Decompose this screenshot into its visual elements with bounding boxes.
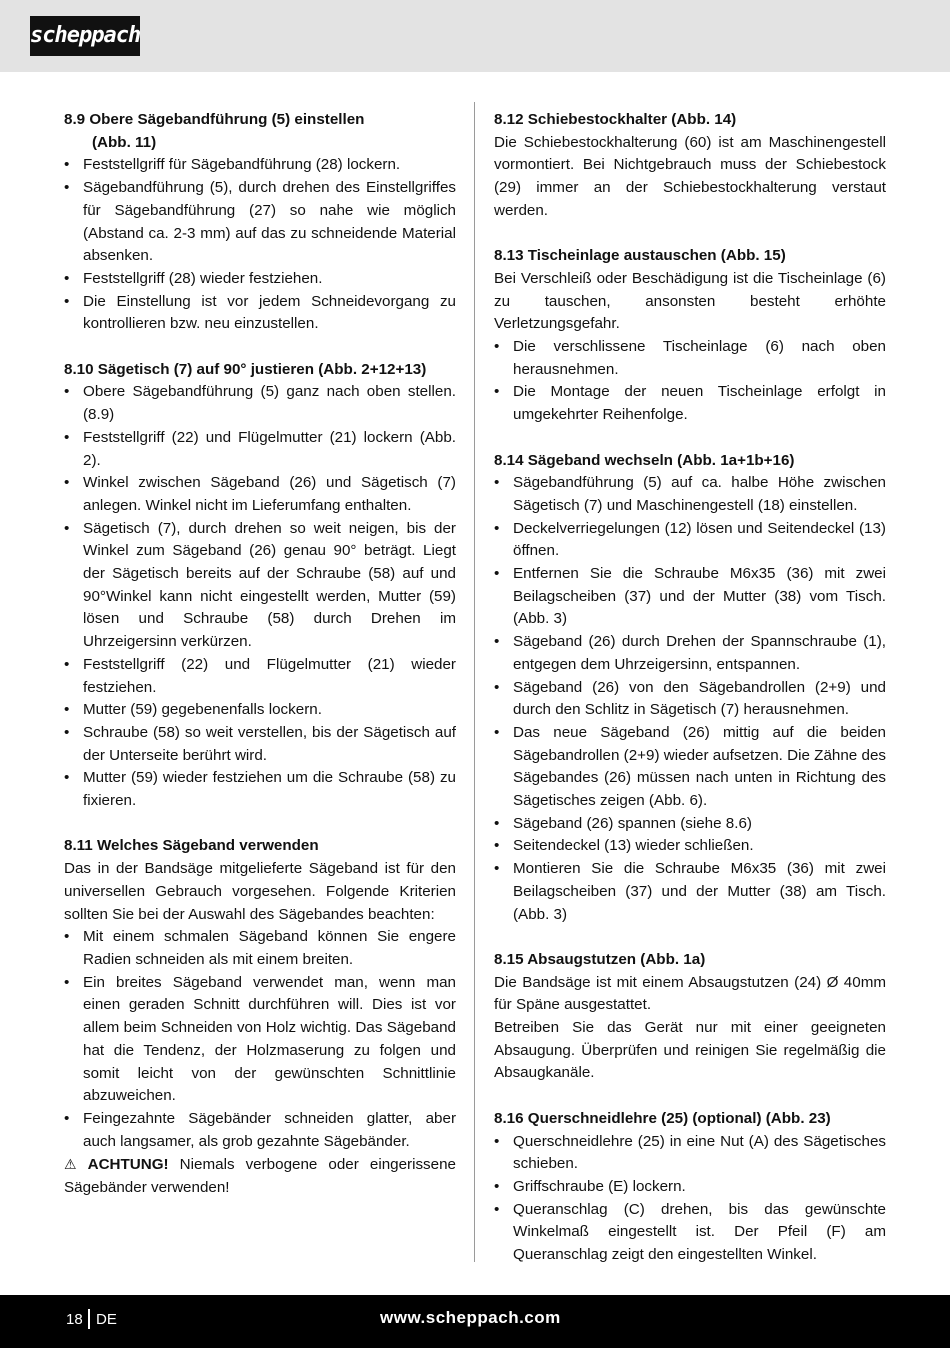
- list-item: • Schraube (58) so weit verstellen, bis der Sägetisch auf der Unterseite berührt wird.: [64, 722, 456, 767]
- warning-label: ACHTUNG!: [87, 1156, 169, 1174]
- list-item: • Sägebandführung (5) auf ca. halbe Höhe zwischen Sägetisch (7) und Maschinengestell (18) einstellen.: [494, 472, 886, 517]
- list-item: • Montieren Sie die Schraube M6x35 (36) mit zwei Beilagscheiben (37) und der Mutter (38) am Tisch. (Abb. 3): [494, 858, 886, 926]
- list-item: • Griffschraube (E) lockern.: [494, 1176, 886, 1199]
- list-item: • Queranschlag (C) drehen, bis das gewünschte Winkelmaß eingestellt ist. Der Pfeil (F) am Queranschlag zeigt den eingestellten Winkel.: [494, 1199, 886, 1267]
- list-item: • Sägetisch (7), durch drehen so weit neigen, bis der Winkel zum Sägeband (26) genau 90° beträgt. Liegt der Sägetisch bereits auf der Schraube (58) auf und 90°Winkel kann nicht eingestellt werden, Mutter (59) lösen und Schraube (58) durch Drehen im Uhrzeigersinn verkürzen.: [64, 518, 456, 654]
- bullet-list: [64, 154, 456, 336]
- page-footer: [0, 1295, 950, 1348]
- list-item: • Die Einstellung ist vor jedem Schneidevorgang zu kontrollieren bzw. neu einzustellen.: [64, 291, 456, 336]
- list-item: • Mit einem schmalen Sägeband können Sie engere Radien schneiden als mit einem breiten.: [64, 926, 456, 971]
- list-item: • Obere Sägebandführung (5) ganz nach oben stellen. (8.9): [64, 381, 456, 426]
- paragraph: Das in der Bandsäge mitgelieferte Sägeband ist für den universellen Gebrauch vorgesehen. Folgende Kriterien sollten Sie bei der Auswahl des Sägebandes beachten:: [64, 860, 456, 923]
- list-item: • Feststellgriff (22) und Flügelmutter (21) lockern (Abb. 2).: [64, 427, 456, 472]
- section-heading: 8.12 Schiebestockhalter (Abb. 14): [494, 111, 737, 128]
- column-divider: [474, 102, 475, 1262]
- list-item: • Sägeband (26) von den Sägebandrollen (2+9) und durch den Schlitz in Sägetisch (7) herausnehmen.: [494, 677, 886, 722]
- section-heading: 8.11 Welches Sägeband verwenden: [64, 837, 319, 855]
- section-heading: 8.15 Absaugstutzen (Abb. 1a): [494, 950, 706, 968]
- section-heading: 8.10 Sägetisch (7) auf 90° justieren (Abb. 2+12+13): [64, 360, 427, 378]
- bullet-list: [494, 336, 886, 427]
- section-heading: [64, 109, 456, 154]
- list-item: • Winkel zwischen Sägeband (26) und Sägetisch (7) anlegen. Winkel nicht im Lieferumfang enthalten.: [64, 472, 456, 517]
- list-item: • Entfernen Sie die Schraube M6x35 (36) mit zwei Beilagscheiben (37) und der Mutter (38) vom Tisch. (Abb. 3): [494, 563, 886, 631]
- list-item: • Feststellgriff (22) und Flügelmutter (21) wieder festziehen.: [64, 654, 456, 699]
- paragraph: Bei Verschleiß oder Beschädigung ist die Tischeinlage (6) zu tauschen, ansonsten besteht erhöhte Verletzungsgefahr.: [494, 269, 886, 333]
- list-item: • Feingezahnte Sägebänder schneiden glatter, aber auch langsamer, als grob gezahnte Sägebänder.: [64, 1108, 456, 1153]
- list-item: • Sägeband (26) spannen (siehe 8.6): [494, 813, 886, 836]
- list-item: • Ein breites Sägeband verwendet man, wenn man einen geraden Schnitt durchführen will. Dies ist vor allem beim Schneiden von Holz wichtig. Das Sägeband hat die Tendenz, der Holzmaserung zu folgen und somit leicht von der gewünschten Schnittlinie abzuweichen.: [64, 972, 456, 1108]
- section-heading: 8.14 Sägeband wechseln (Abb. 1a+1b+16): [494, 451, 795, 469]
- right-column: [494, 109, 886, 1267]
- list-item: • Querschneidlehre (25) in eine Nut (A) des Sägetisches schieben.: [494, 1131, 886, 1176]
- bullet-list: [494, 1131, 886, 1267]
- bullet-list: [64, 926, 456, 1153]
- list-item: • Deckelverriegelungen (12) lösen und Seitendeckel (13) öffnen.: [494, 518, 886, 563]
- heading-text-cont: (Abb. 11): [92, 133, 157, 151]
- brand-logo: scheppach: [30, 16, 140, 56]
- footer-separator: [88, 1309, 90, 1329]
- list-item: • Feststellgriff (28) wieder festziehen.: [64, 268, 456, 291]
- paragraph: Die Bandsäge ist mit einem Absaugstutzen (24) Ø 40mm für Späne ausgestattet.: [494, 973, 886, 1014]
- section-heading: 8.13 Tischeinlage austauschen (Abb. 15): [494, 247, 786, 265]
- warning-text: Niemals verbogene oder eingerissene Sägebänder verwenden!: [64, 1156, 456, 1197]
- warning-paragraph: [64, 1153, 456, 1199]
- left-column: [64, 109, 456, 1200]
- list-item: • Feststellgriff für Sägebandführung (28) lockern.: [64, 154, 456, 177]
- bullet-list: [64, 381, 456, 812]
- list-item: • Sägebandführung (5), durch drehen des Einstellgriffes für Sägebandführung (27) so nahe wie möglich (Abstand ca. 2-3 mm) auf das zu schneidende Material absenken.: [64, 177, 456, 268]
- bullet-list: [494, 472, 886, 926]
- list-item: • Das neue Sägeband (26) mittig auf die beiden Sägebandrollen (2+9) wieder aufsetzen. Die Zähne des Sägebandes (26) müssen nach unten in Richtung des Sägetisches zeigen (Abb. 6).: [494, 722, 886, 813]
- list-item: • Mutter (59) wieder festziehen um die Schraube (58) zu fixieren.: [64, 767, 456, 812]
- list-item: • Seitendeckel (13) wieder schließen.: [494, 835, 886, 858]
- list-item: • Die verschlissene Tischeinlage (6) nach oben herausnehmen.: [494, 336, 886, 381]
- section-heading: 8.16 Querschneidlehre (25) (optional) (Abb. 23): [494, 1109, 831, 1127]
- language-code: DE: [96, 1311, 117, 1328]
- list-item: • Mutter (59) gegebenenfalls lockern.: [64, 699, 456, 722]
- list-item: • Die Montage der neuen Tischeinlage erfolgt in umgekehrter Reihenfolge.: [494, 381, 886, 426]
- page-header: [0, 0, 950, 72]
- warning-icon: ⚠: [64, 1156, 77, 1173]
- heading-text: 8.9 Obere Sägebandführung (5) einstellen: [64, 111, 365, 128]
- page-number: 18: [66, 1311, 83, 1328]
- website-url: www.scheppach.com: [380, 1308, 561, 1327]
- list-item: • Sägeband (26) durch Drehen der Spannschraube (1), entgegen dem Uhrzeigersinn, entspannen.: [494, 631, 886, 676]
- paragraph: Die Schiebestockhalterung (60) ist am Maschinengestell vormontiert. Bei Nichtgebrauch muss der Schiebestock (29) immer an der Schiebestockhalterung verstaut werden.: [494, 133, 886, 219]
- paragraph: Betreiben Sie das Gerät nur mit einer geeigneten Absaugung. Überprüfen und reinigen Sie regelmäßig die Absaugkanäle.: [494, 1019, 886, 1082]
